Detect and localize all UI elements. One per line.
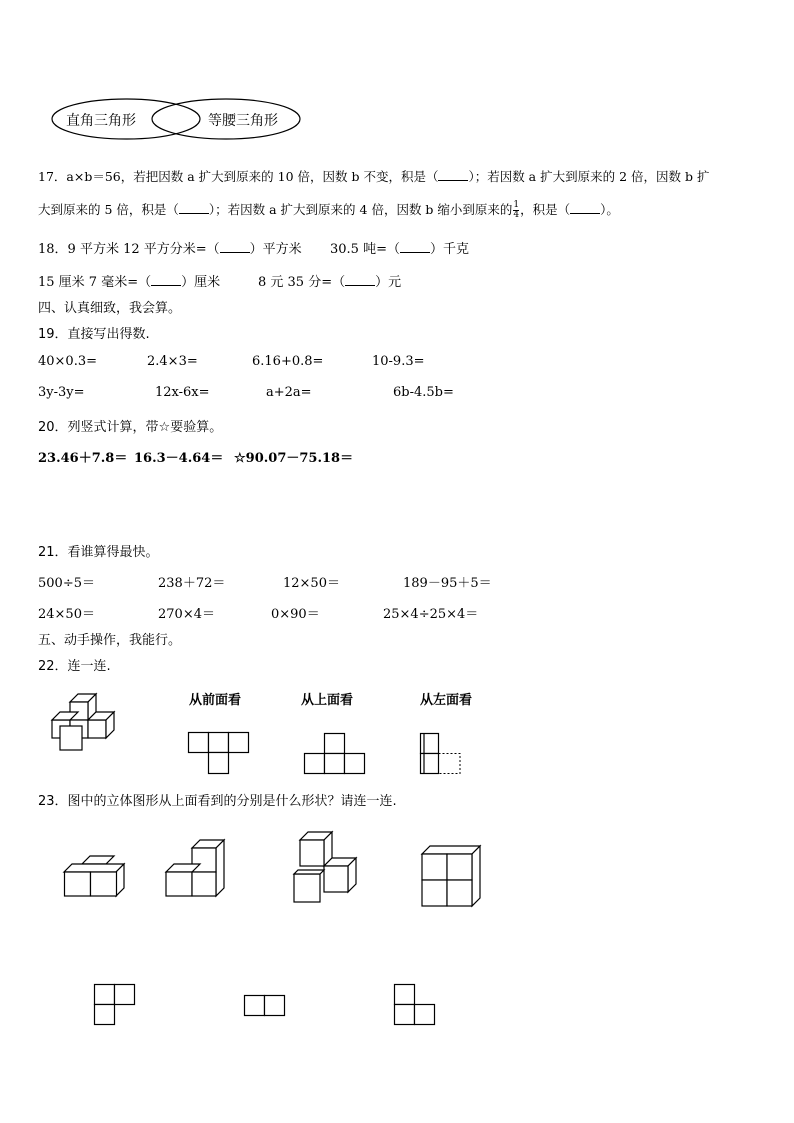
q21-r2-c1: 24×50＝ <box>38 607 95 622</box>
q18-blank-a[interactable] <box>220 252 250 253</box>
q17-line2-d: ）。 <box>600 202 619 217</box>
q23-solid-1 <box>64 852 134 898</box>
q17-blank-3[interactable] <box>570 213 600 214</box>
q19-r1-c4: 10-9.3= <box>372 354 425 369</box>
q23-solid-2 <box>164 838 230 900</box>
q19-r1-c1: 40×0.3= <box>38 354 98 369</box>
q19-r2-c4: 6b-4.5b= <box>393 385 454 400</box>
q17-line1 <box>38 167 709 185</box>
q17-line2-c: ，积是（ <box>520 202 571 217</box>
q23-solid-4 <box>420 844 484 908</box>
venn-right-label: 等腰三角形 <box>208 113 278 129</box>
q19-r2-c3: a+2a= <box>266 385 312 400</box>
q17-fraction <box>513 201 519 220</box>
section-5-heading: 五、动手操作，我能行。 <box>38 633 182 648</box>
q18-c1: 15 厘米 7 毫米=（ <box>38 275 152 290</box>
q18-d2: ）元 <box>375 275 402 290</box>
q18-c2: ）厘米 <box>181 275 221 290</box>
q17-line2-a: 大到原来的 5 倍，积是（ <box>38 202 179 217</box>
q17-line2-b: ）；若因数 a 扩大到原来的 4 倍，因数 b 缩小到原来的 <box>208 202 513 217</box>
q20-title: 20．列竖式计算，带☆要验算。 <box>38 420 223 435</box>
q23-title: 23．图中的立体图形从上面看到的分别是什么形状？请连一连. <box>38 794 397 809</box>
q17-frac-num: 1 <box>513 200 520 210</box>
q18-item-c <box>38 271 220 290</box>
q22-view-front: 从前面看 <box>189 693 242 708</box>
q18-blank-c[interactable] <box>151 285 181 286</box>
q19-title: 19．直接写出得数. <box>38 327 150 342</box>
q22-solid-figure <box>44 692 144 758</box>
q18-item-a <box>38 238 302 257</box>
q21-r2-c2: 270×4＝ <box>158 607 215 622</box>
q20-item-2: 16.3－4.64＝ <box>134 451 224 466</box>
q23-top-shape-3 <box>394 984 438 1028</box>
q17-line1-b: ）；若因数 a 扩大到原来的 2 倍，因数 b 扩 <box>468 169 710 184</box>
q18-b1: 30.5 吨=（ <box>330 242 400 257</box>
q20-item-1: 23.46＋7.8＝ <box>38 451 128 466</box>
q21-r1-c1: 500÷5＝ <box>38 576 95 591</box>
q19-r2-c1: 3y-3y= <box>38 385 85 400</box>
q17-blank-2[interactable] <box>179 213 209 214</box>
q21-title: 21．看谁算得最快。 <box>38 545 159 560</box>
q19-r1-c3: 6.16+0.8= <box>252 354 324 369</box>
q17-line1-a: 17．a×b＝56，若把因数 a 扩大到原来的 10 倍，因数 b 不变，积是（ <box>38 169 439 184</box>
q18-d1: 8 元 35 分=（ <box>258 275 346 290</box>
q23-top-shape-1 <box>94 984 138 1028</box>
q19-r2-c2: 12x-6x= <box>155 385 210 400</box>
section-4-heading: 四、认真细致，我会算。 <box>38 301 182 316</box>
q22-top-view-shape <box>304 733 370 777</box>
q23-solid-3 <box>292 832 362 904</box>
q21-r2-c4: 25×4÷25×4＝ <box>383 607 479 622</box>
q18-blank-d[interactable] <box>345 285 375 286</box>
q22-view-top: 从上面看 <box>301 693 354 708</box>
q20-item-3: ☆90.07－75.18＝ <box>234 451 354 466</box>
q18-a2: ）平方米 <box>249 242 302 257</box>
q18-item-d <box>258 271 401 290</box>
q21-r1-c2: 238＋72＝ <box>158 576 226 591</box>
venn-left-label: 直角三角形 <box>66 113 136 129</box>
q18-blank-b[interactable] <box>400 252 430 253</box>
q23-top-shape-2 <box>244 995 288 1017</box>
q22-view-left: 从左面看 <box>420 693 473 708</box>
q18-item-b <box>330 238 469 257</box>
q21-r2-c3: 0×90＝ <box>271 607 320 622</box>
q22-title: 22．连一连. <box>38 659 111 674</box>
q19-r1-c2: 2.4×3= <box>147 354 198 369</box>
q21-r1-c3: 12×50＝ <box>283 576 340 591</box>
q21-r1-c4: 189－95＋5＝ <box>403 576 492 591</box>
q17-line2 <box>38 200 619 220</box>
q17-blank-1[interactable] <box>438 180 468 181</box>
q17-frac-den: 4 <box>513 210 520 220</box>
q22-left-view-shape <box>420 733 466 777</box>
q22-front-view-shape <box>188 732 254 776</box>
q18-b2: ）千克 <box>429 242 469 257</box>
q18-a1: 18．9 平方米 12 平方分米=（ <box>38 242 220 257</box>
